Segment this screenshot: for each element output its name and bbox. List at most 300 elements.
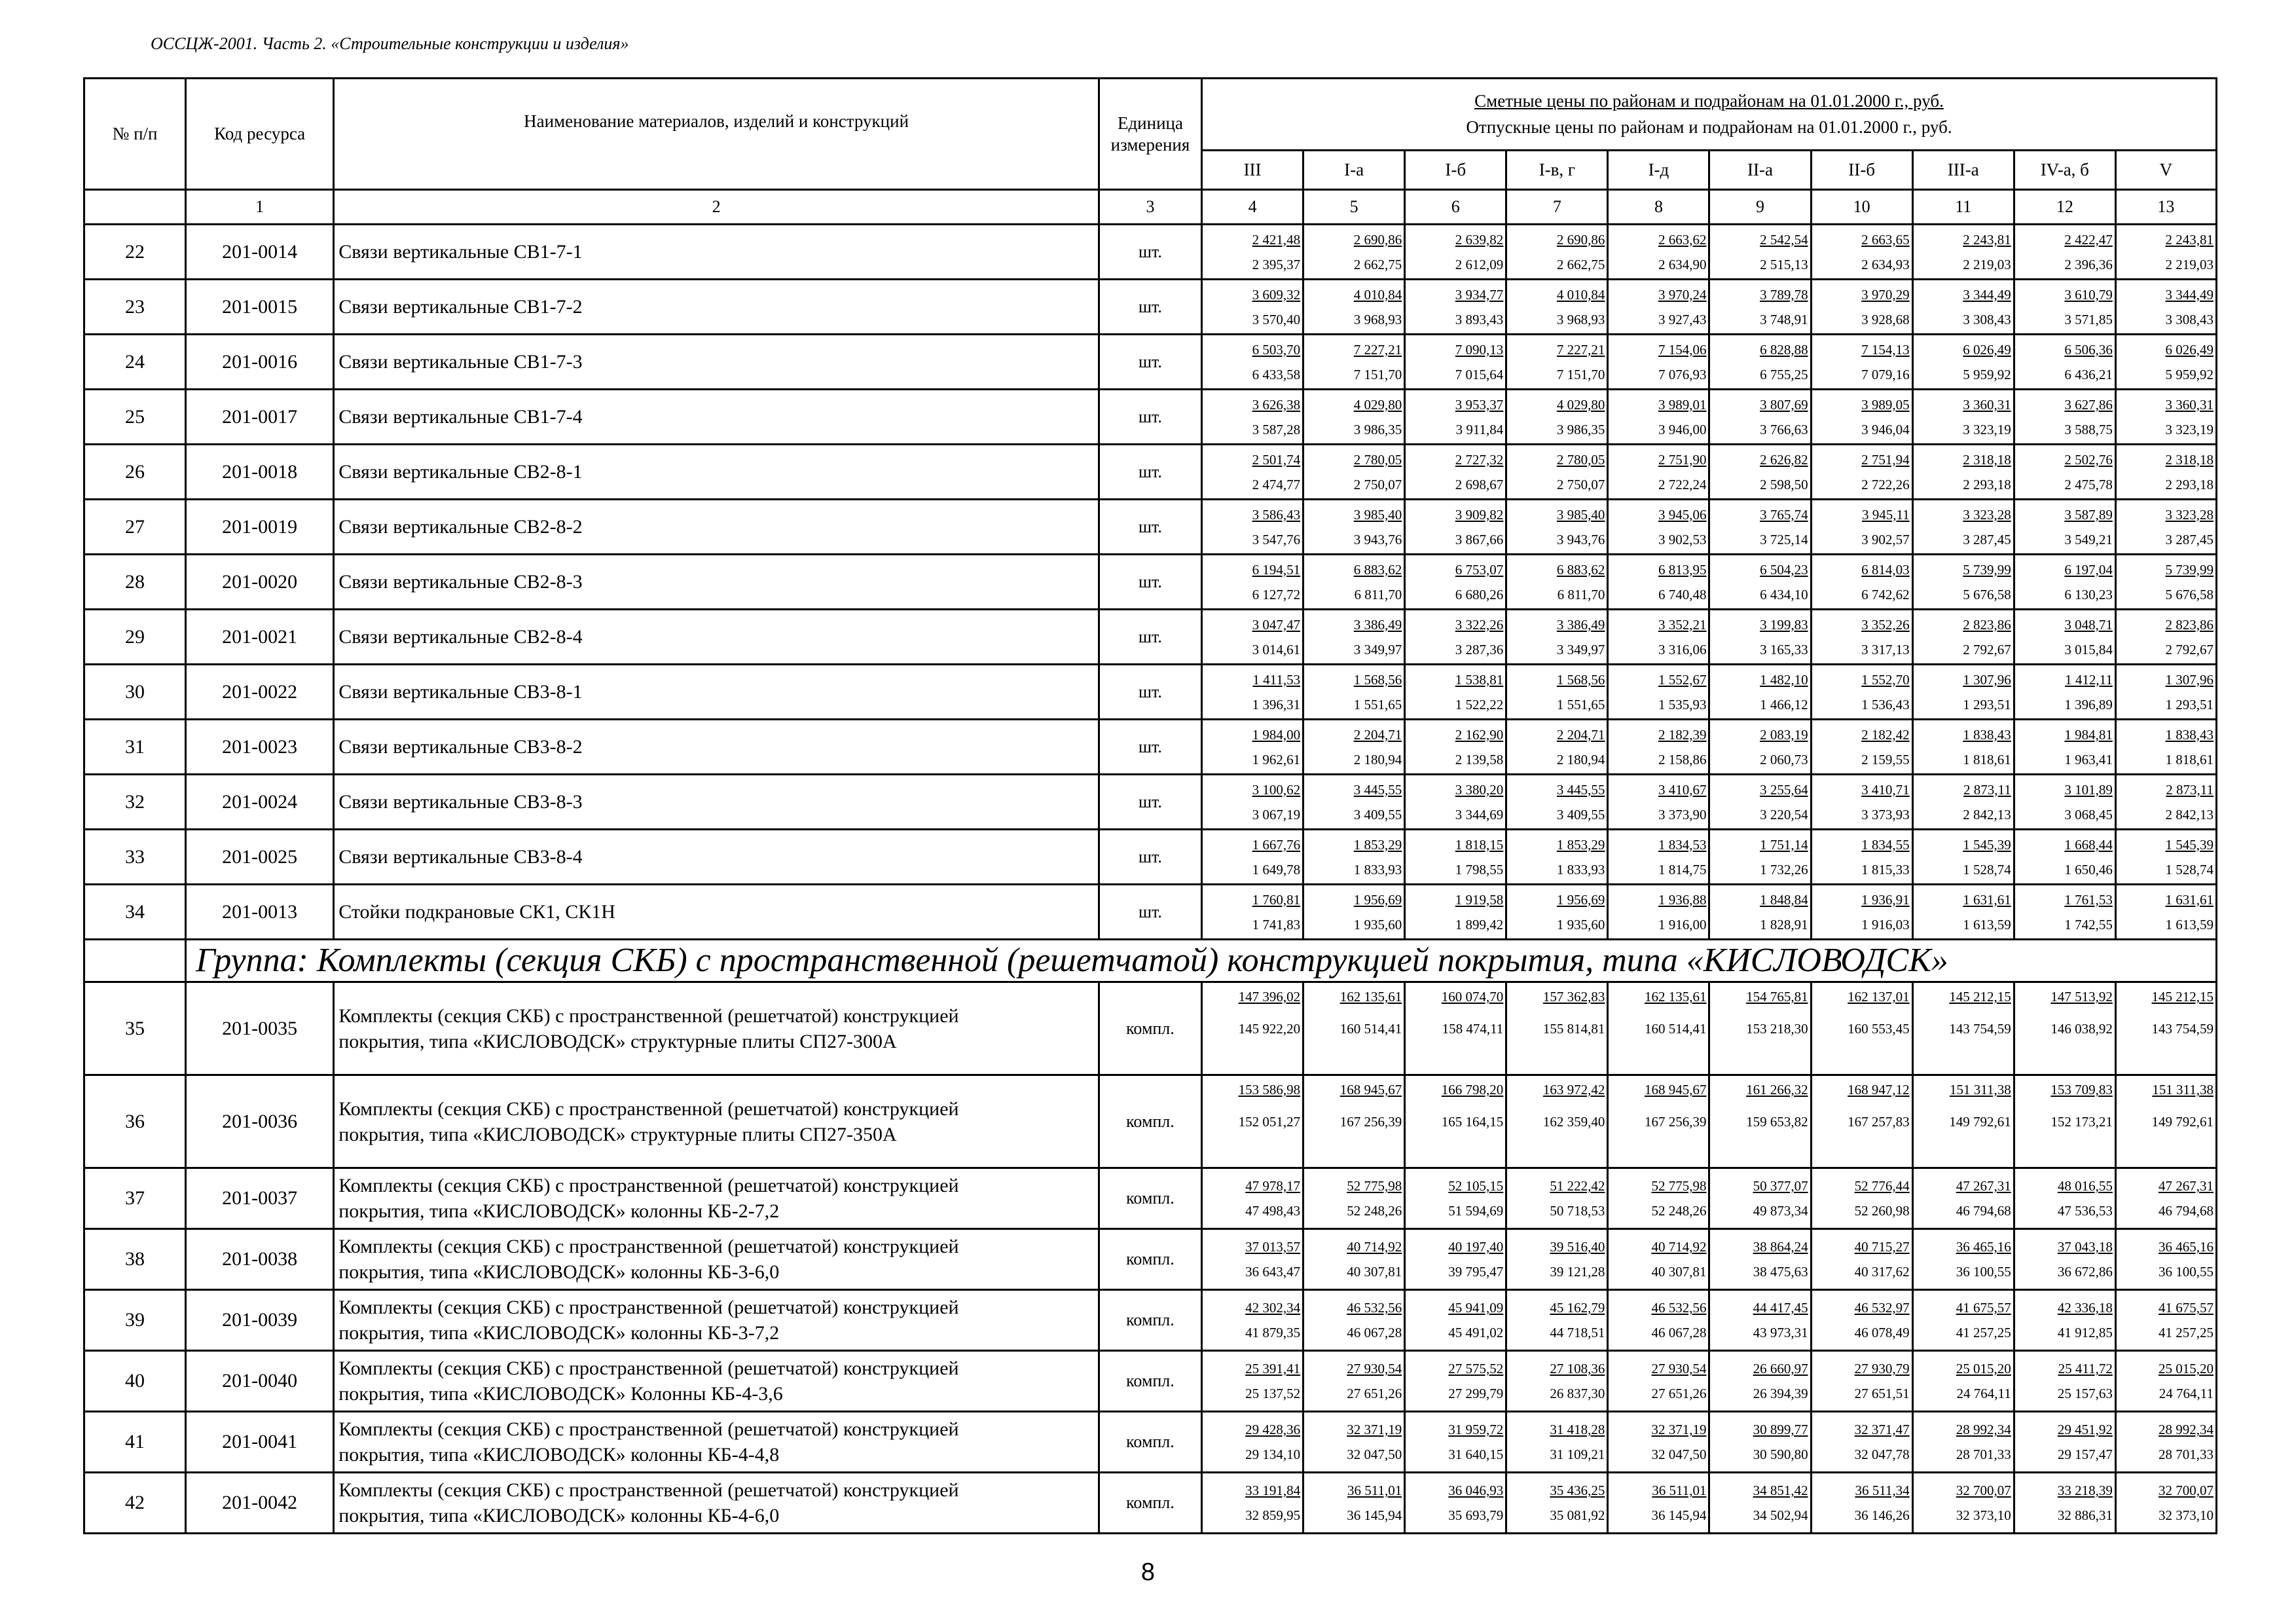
release-price: 165 164,15	[1441, 1114, 1504, 1130]
table-row	[84, 830, 2217, 885]
estimate-price: 2 690,86	[1353, 231, 1402, 248]
price-cell	[1912, 390, 2014, 445]
resource-code: 201-0039	[186, 1290, 334, 1351]
estimate-price: 6 753,07	[1455, 561, 1504, 578]
release-price: 160 514,41	[1339, 1021, 1402, 1037]
region-header: II-а	[1709, 151, 1811, 190]
estimate-price: 151 311,38	[2152, 1082, 2214, 1098]
release-price: 2 842,13	[2165, 806, 2214, 822]
release-price: 36 146,26	[1854, 1507, 1910, 1523]
price-cell	[2115, 1412, 2216, 1473]
release-price: 3 570,40	[1252, 311, 1301, 327]
estimate-price: 3 953,37	[1455, 396, 1504, 413]
estimate-price: 45 162,79	[1550, 1300, 1605, 1316]
estimate-price: 3 047,47	[1252, 616, 1301, 633]
estimate-price: 28 992,34	[1956, 1422, 2011, 1437]
estimate-price: 26 660,97	[1753, 1361, 1808, 1376]
col-number: 11	[1912, 190, 2014, 225]
material-name-line: Комплекты (секция СКБ) с пространственной (решетчатой) конструкцией	[338, 1098, 959, 1120]
price-cell	[1303, 555, 1405, 610]
price-cell	[1202, 445, 1303, 500]
col-number: 3	[1099, 190, 1201, 225]
row-number: 37	[84, 1168, 186, 1229]
price-cell	[1709, 1412, 1811, 1473]
price-cell	[1608, 1412, 1709, 1473]
estimate-price: 147 396,02	[1238, 989, 1301, 1005]
estimate-price: 3 626,38	[1252, 396, 1301, 413]
estimate-price: 2 873,11	[2166, 781, 2214, 798]
estimate-price: 3 323,28	[1963, 506, 2011, 523]
release-price: 2 750,07	[1353, 476, 1402, 492]
price-cell	[1709, 1351, 1811, 1412]
estimate-price: 32 700,07	[2159, 1483, 2214, 1498]
price-cell	[2014, 390, 2115, 445]
estimate-price: 2 422,47	[2064, 231, 2113, 248]
material-name	[334, 982, 1099, 1075]
release-price: 36 145,94	[1347, 1507, 1402, 1523]
release-price: 36 672,86	[2057, 1264, 2113, 1280]
estimate-price: 34 851,42	[1753, 1483, 1808, 1498]
price-cell	[2115, 1229, 2216, 1290]
estimate-price: 1 411,53	[1252, 671, 1301, 688]
release-price: 2 159,55	[1861, 751, 1910, 767]
material-name: Связи вертикальные СВ3-8-1	[334, 665, 1099, 720]
release-price: 3 968,93	[1556, 311, 1605, 327]
price-cell	[1202, 1290, 1303, 1351]
estimate-price: 1 936,91	[1861, 891, 1910, 908]
region-header: V	[2115, 151, 2216, 190]
release-price: 3 571,85	[2064, 311, 2113, 327]
release-price: 1 818,61	[2165, 751, 2214, 767]
material-name: Связи вертикальные СВ2-8-2	[334, 500, 1099, 555]
table-row	[84, 610, 2217, 665]
release-price: 143 754,59	[1949, 1021, 2011, 1037]
estimate-price: 44 417,45	[1753, 1300, 1808, 1316]
price-cell	[1303, 720, 1405, 775]
estimate-price: 1 838,43	[2165, 726, 2214, 743]
release-price: 34 502,94	[1753, 1507, 1808, 1523]
release-price: 1 535,93	[1658, 696, 1707, 712]
price-cell	[1912, 665, 2014, 720]
material-name-line: покрытия, типа «КИСЛОВОДСК» Колонны КБ-4-3,6	[338, 1383, 783, 1405]
estimate-price: 32 700,07	[1956, 1483, 2011, 1498]
col-header-prices	[1202, 79, 2217, 151]
release-price: 6 434,10	[1760, 586, 1808, 602]
estimate-price: 47 267,31	[1956, 1178, 2011, 1194]
release-price: 2 722,24	[1658, 476, 1707, 492]
release-price: 30 590,80	[1753, 1447, 1808, 1462]
release-price: 47 498,43	[1245, 1203, 1301, 1219]
row-number: 32	[84, 775, 186, 830]
estimate-price: 1 834,55	[1861, 836, 1910, 853]
release-price: 1 613,59	[1963, 916, 2011, 932]
estimate-price: 145 212,15	[2151, 989, 2214, 1005]
estimate-price: 1 667,76	[1252, 836, 1301, 853]
estimate-price: 2 083,19	[1760, 726, 1808, 743]
release-price: 2 180,94	[1353, 751, 1402, 767]
table-row	[84, 335, 2217, 390]
estimate-price: 3 380,20	[1455, 781, 1504, 798]
estimate-price: 157 362,83	[1542, 989, 1605, 1005]
row-number: 22	[84, 225, 186, 280]
estimate-price: 25 015,20	[2159, 1361, 2214, 1376]
material-name	[334, 1473, 1099, 1534]
price-cell	[1709, 225, 1811, 280]
price-cell	[1506, 610, 1608, 665]
unit: шт.	[1099, 225, 1201, 280]
price-cell	[1608, 610, 1709, 665]
price-cell	[1608, 885, 1709, 940]
estimate-price: 3 945,06	[1658, 506, 1707, 523]
estimate-price: 3 255,64	[1760, 781, 1808, 798]
estimate-price: 1 307,96	[2165, 671, 2214, 688]
estimate-price: 5 739,99	[1963, 561, 2011, 578]
estimate-price: 147 513,92	[2050, 989, 2113, 1005]
price-cell	[1709, 610, 1811, 665]
estimate-price: 47 267,31	[2159, 1178, 2214, 1194]
estimate-price: 1 568,56	[1556, 671, 1605, 688]
estimate-price: 1 552,67	[1658, 671, 1707, 688]
estimate-price: 36 046,93	[1448, 1483, 1504, 1498]
estimate-price: 2 780,05	[1353, 451, 1402, 468]
estimate-price: 3 100,62	[1252, 781, 1301, 798]
row-number: 33	[84, 830, 186, 885]
price-cell	[2014, 555, 2115, 610]
release-price: 167 256,39	[1339, 1114, 1402, 1130]
material-name	[334, 1290, 1099, 1351]
release-price: 41 912,85	[2057, 1325, 2113, 1340]
estimate-price: 3 934,77	[1455, 286, 1504, 303]
estimate-price: 168 945,67	[1339, 1082, 1402, 1098]
table-row	[84, 1075, 2217, 1168]
estimate-price: 2 318,18	[2165, 451, 2214, 468]
price-cell	[2014, 665, 2115, 720]
price-cell	[2115, 830, 2216, 885]
estimate-price: 162 135,61	[1644, 989, 1707, 1005]
price-cell	[2014, 1168, 2115, 1229]
estimate-price: 31 418,28	[1550, 1422, 1605, 1437]
price-cell	[2014, 225, 2115, 280]
row-number: 40	[84, 1351, 186, 1412]
estimate-price: 2 204,71	[1556, 726, 1605, 743]
price-cell	[1608, 1290, 1709, 1351]
estimate-price: 25 411,72	[2058, 1361, 2113, 1376]
unit: компл.	[1099, 1473, 1201, 1534]
price-cell	[2014, 280, 2115, 335]
release-price: 46 067,28	[1651, 1325, 1707, 1340]
release-price: 6 755,25	[1760, 366, 1808, 382]
release-price: 3 323,19	[2165, 421, 2214, 437]
estimate-price: 2 780,05	[1556, 451, 1605, 468]
price-cell	[1608, 555, 1709, 610]
unit: шт.	[1099, 280, 1201, 335]
material-name-line: покрытия, типа «КИСЛОВОДСК» колонны КБ-4-4,8	[338, 1444, 780, 1466]
price-cell	[2014, 1412, 2115, 1473]
price-cell	[2115, 1290, 2216, 1351]
price-cell	[2014, 982, 2115, 1075]
release-price: 41 879,35	[1245, 1325, 1301, 1340]
estimate-price: 3 048,71	[2064, 616, 2113, 633]
estimate-price: 41 675,57	[1956, 1300, 2011, 1316]
price-cell	[1811, 665, 1912, 720]
release-price: 2 293,18	[1963, 476, 2011, 492]
price-cell	[1202, 280, 1303, 335]
estimate-price: 25 015,20	[1956, 1361, 2011, 1376]
release-price: 2 722,26	[1861, 476, 1910, 492]
estimate-price: 3 609,32	[1252, 286, 1301, 303]
release-price: 149 792,61	[2151, 1114, 2214, 1130]
price-cell	[1709, 982, 1811, 1075]
estimate-price: 1 760,81	[1252, 891, 1301, 908]
release-price: 1 962,61	[1252, 751, 1301, 767]
table-row	[84, 982, 2217, 1075]
col-number: 2	[334, 190, 1099, 225]
release-price: 2 293,18	[2165, 476, 2214, 492]
release-price: 31 109,21	[1550, 1447, 1605, 1462]
price-header-release: Отпускные цены по районам и подрайонам на 01.01.2000 г., руб.	[1466, 117, 1952, 137]
release-price: 7 015,64	[1455, 366, 1504, 382]
material-name: Связи вертикальные СВ1-7-3	[334, 335, 1099, 390]
estimate-price: 1 668,44	[2064, 836, 2113, 853]
material-name-line: Комплекты (секция СКБ) с пространственной (решетчатой) конструкцией	[338, 1297, 959, 1318]
price-cell	[1303, 830, 1405, 885]
material-name-line: Комплекты (секция СКБ) с пространственной (решетчатой) конструкцией	[338, 1479, 959, 1501]
estimate-price: 3 410,71	[1861, 781, 1910, 798]
material-name	[334, 1351, 1099, 1412]
price-cell	[1303, 335, 1405, 390]
resource-code: 201-0019	[186, 500, 334, 555]
price-cell	[1709, 1075, 1811, 1168]
release-price: 3 968,93	[1353, 311, 1402, 327]
release-price: 1 963,41	[2064, 751, 2113, 767]
release-price: 1 815,33	[1861, 861, 1910, 877]
release-price: 24 764,11	[1956, 1386, 2011, 1401]
price-cell	[1506, 555, 1608, 610]
release-price: 1 293,51	[1963, 696, 2011, 712]
estimate-price: 2 204,71	[1353, 726, 1402, 743]
estimate-price: 1 412,11	[2065, 671, 2113, 688]
release-price: 35 693,79	[1448, 1507, 1504, 1523]
release-price: 6 130,23	[2064, 586, 2113, 602]
release-price: 25 137,52	[1245, 1386, 1301, 1401]
col-header-code: Код ресурса	[186, 79, 334, 190]
estimate-price: 3 101,89	[2064, 781, 2113, 798]
price-cell	[1811, 720, 1912, 775]
estimate-price: 1 956,69	[1353, 891, 1402, 908]
release-price: 3 986,35	[1353, 421, 1402, 437]
price-cell	[1709, 720, 1811, 775]
release-price: 5 676,58	[1963, 586, 2011, 602]
release-price: 3 014,61	[1252, 641, 1301, 657]
release-price: 29 157,47	[2057, 1447, 2113, 1462]
price-cell	[1811, 390, 1912, 445]
estimate-price: 160 074,70	[1441, 989, 1504, 1005]
estimate-price: 166 798,20	[1441, 1082, 1504, 1098]
price-cell	[1811, 1412, 1912, 1473]
estimate-price: 2 663,62	[1658, 231, 1707, 248]
release-price: 5 959,92	[1963, 366, 2011, 382]
release-price: 28 701,33	[1956, 1447, 2011, 1462]
estimate-price: 6 026,49	[2165, 341, 2214, 358]
estimate-price: 6 506,36	[2064, 341, 2113, 358]
release-price: 6 680,26	[1455, 586, 1504, 602]
price-cell	[1202, 720, 1303, 775]
material-name	[334, 1412, 1099, 1473]
price-cell	[2115, 1168, 2216, 1229]
price-cell	[1912, 1412, 2014, 1473]
release-price: 3 373,90	[1658, 806, 1707, 822]
table-row	[84, 500, 2217, 555]
price-cell	[2115, 1351, 2216, 1412]
release-price: 52 260,98	[1854, 1203, 1910, 1219]
estimate-price: 3 344,49	[1963, 286, 2011, 303]
material-name-line: покрытия, типа «КИСЛОВОДСК» колонны КБ-3-7,2	[338, 1322, 780, 1344]
release-price: 27 651,26	[1651, 1386, 1707, 1401]
estimate-price: 153 709,83	[2050, 1082, 2113, 1098]
release-price: 2 475,78	[2064, 476, 2113, 492]
release-price: 1 916,00	[1658, 916, 1707, 932]
price-cell	[1405, 335, 1506, 390]
release-price: 5 676,58	[2165, 586, 2214, 602]
estimate-price: 7 227,21	[1556, 341, 1605, 358]
price-cell	[1608, 665, 1709, 720]
release-price: 46 794,68	[2159, 1203, 2214, 1219]
estimate-price: 3 322,26	[1455, 616, 1504, 633]
release-price: 3 344,69	[1455, 806, 1504, 822]
price-cell	[1608, 1473, 1709, 1534]
estimate-price: 6 026,49	[1963, 341, 2011, 358]
price-cell	[1405, 885, 1506, 940]
estimate-price: 1 848,84	[1760, 891, 1808, 908]
release-price: 43 973,31	[1753, 1325, 1808, 1340]
price-cell	[1405, 665, 1506, 720]
release-price: 1 818,61	[1963, 751, 2011, 767]
estimate-price: 40 197,40	[1448, 1239, 1504, 1255]
release-price: 32 859,95	[1245, 1507, 1301, 1523]
price-cell	[1912, 885, 2014, 940]
price-cell	[2014, 445, 2115, 500]
col-number: 13	[2115, 190, 2216, 225]
estimate-price: 162 137,01	[1848, 989, 1910, 1005]
estimate-price: 1 538,81	[1455, 671, 1504, 688]
release-price: 3 943,76	[1353, 531, 1402, 547]
region-header: I-в, г	[1506, 151, 1608, 190]
estimate-price: 52 775,98	[1347, 1178, 1402, 1194]
price-cell	[1912, 1290, 2014, 1351]
release-price: 1 650,46	[2064, 861, 2113, 877]
estimate-price: 3 945,11	[1861, 506, 1910, 523]
estimate-price: 6 197,04	[2064, 561, 2113, 578]
release-price: 2 598,50	[1760, 476, 1808, 492]
price-cell	[1709, 335, 1811, 390]
price-cell	[1912, 830, 2014, 885]
release-price: 1 833,93	[1556, 861, 1605, 877]
release-price: 2 060,73	[1760, 751, 1808, 767]
price-cell	[1608, 775, 1709, 830]
price-cell	[1506, 1290, 1608, 1351]
estimate-price: 3 410,67	[1658, 781, 1707, 798]
price-cell	[1202, 665, 1303, 720]
unit: шт.	[1099, 830, 1201, 885]
material-name-line: Комплекты (секция СКБ) с пространственной (решетчатой) конструкцией	[338, 1175, 959, 1196]
price-cell	[1405, 445, 1506, 500]
estimate-price: 40 715,27	[1854, 1239, 1910, 1255]
row-number: 42	[84, 1473, 186, 1534]
release-price: 38 475,63	[1753, 1264, 1808, 1280]
estimate-price: 2 182,39	[1658, 726, 1707, 743]
material-name: Связи вертикальные СВ1-7-4	[334, 390, 1099, 445]
estimate-price: 3 445,55	[1353, 781, 1402, 798]
price-cell	[2014, 830, 2115, 885]
price-cell	[1608, 982, 1709, 1075]
estimate-price: 41 675,57	[2159, 1300, 2214, 1316]
release-price: 167 256,39	[1644, 1114, 1707, 1130]
price-cell	[1506, 1229, 1608, 1290]
release-price: 1 742,55	[2064, 916, 2113, 932]
release-price: 2 515,13	[1760, 256, 1808, 272]
price-cell	[1202, 555, 1303, 610]
release-price: 27 651,51	[1854, 1386, 1910, 1401]
price-cell	[1811, 885, 1912, 940]
estimate-price: 51 222,42	[1550, 1178, 1605, 1194]
estimate-price: 33 218,39	[2057, 1483, 2113, 1498]
estimate-price: 153 586,98	[1238, 1082, 1301, 1098]
price-cell	[1405, 1473, 1506, 1534]
price-cell	[2115, 390, 2216, 445]
estimate-price: 3 586,43	[1252, 506, 1301, 523]
material-name: Стойки подкрановые СК1, СК1Н	[334, 885, 1099, 940]
release-price: 2 662,75	[1556, 256, 1605, 272]
release-price: 1 732,26	[1760, 861, 1808, 877]
price-cell	[1405, 1351, 1506, 1412]
col-header-unit: Единица измерения	[1099, 79, 1201, 190]
estimate-price: 1 482,10	[1760, 671, 1808, 688]
estimate-price: 3 765,74	[1760, 506, 1808, 523]
release-price: 162 359,40	[1542, 1114, 1605, 1130]
price-cell	[1202, 1168, 1303, 1229]
release-price: 1 466,12	[1760, 696, 1808, 712]
release-price: 152 173,21	[2050, 1114, 2113, 1130]
estimate-price: 163 972,42	[1542, 1082, 1605, 1098]
estimate-price: 1 956,69	[1556, 891, 1605, 908]
estimate-price: 5 739,99	[2165, 561, 2214, 578]
price-cell	[1709, 445, 1811, 500]
estimate-price: 45 941,09	[1448, 1300, 1504, 1316]
price-cell	[1303, 1412, 1405, 1473]
release-price: 2 180,94	[1556, 751, 1605, 767]
price-cell	[1811, 1168, 1912, 1229]
release-price: 3 287,45	[1963, 531, 2011, 547]
estimate-price: 1 552,70	[1861, 671, 1910, 688]
price-cell	[1303, 885, 1405, 940]
price-cell	[1608, 1229, 1709, 1290]
estimate-price: 42 302,34	[1245, 1300, 1301, 1316]
estimate-price: 6 813,95	[1658, 561, 1707, 578]
release-price: 3 911,84	[1455, 421, 1504, 437]
region-header: III	[1202, 151, 1303, 190]
price-cell	[1709, 775, 1811, 830]
estimate-price: 154 765,81	[1746, 989, 1808, 1005]
price-cell	[1912, 335, 2014, 390]
estimate-price: 2 542,54	[1760, 231, 1808, 248]
estimate-price: 6 883,62	[1556, 561, 1605, 578]
estimate-price: 42 336,18	[2057, 1300, 2113, 1316]
price-cell	[2014, 775, 2115, 830]
price-cell	[1912, 1473, 2014, 1534]
estimate-price: 37 013,57	[1245, 1239, 1301, 1255]
estimate-price: 27 930,54	[1347, 1361, 1402, 1376]
price-cell	[1811, 555, 1912, 610]
